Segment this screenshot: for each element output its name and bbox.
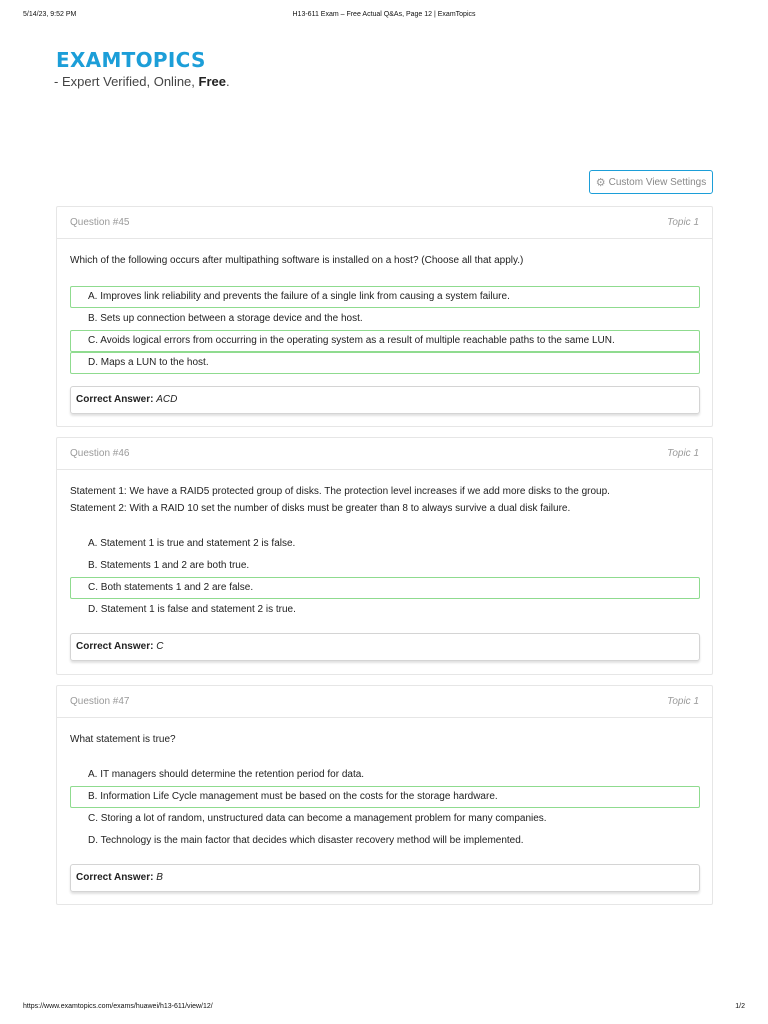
answer-option-c[interactable]: C. Storing a lot of random, unstructured data can become a management problem for many companies. xyxy=(88,813,547,824)
answer-option-d[interactable]: D. Technology is the main factor that decides which disaster recovery method will be implemented. xyxy=(88,835,524,846)
correct-answer-box[interactable] xyxy=(70,633,700,661)
question-text-line: Statement 1: We have a RAID5 protected group of disks. The protection level increases if we add more disks to the group. xyxy=(70,486,610,497)
question-card-47 xyxy=(56,685,713,905)
question-text xyxy=(70,252,699,269)
question-topic: Topic 1 xyxy=(667,217,699,228)
question-card-46 xyxy=(56,437,713,675)
correct-answer-label: Correct Answer: xyxy=(76,394,154,405)
question-text xyxy=(70,731,699,748)
print-date: 5/14/23, 9:52 PM xyxy=(23,11,77,18)
answer-option-d[interactable]: D. Maps a LUN to the host. xyxy=(70,352,700,374)
gear-icon: ⚙ xyxy=(595,176,606,189)
print-page-number: 1/2 xyxy=(735,1003,745,1010)
tagline-suffix: . xyxy=(225,74,230,89)
custom-view-settings-label: Custom View Settings xyxy=(608,176,707,188)
print-header xyxy=(23,11,745,21)
correct-answer-label: Correct Answer: xyxy=(76,872,154,883)
answer-option-b[interactable]: B. Statements 1 and 2 are both true. xyxy=(88,560,250,571)
print-footer xyxy=(23,1003,745,1013)
tagline-free: Free xyxy=(198,74,226,89)
question-header xyxy=(57,686,712,718)
logo-text: EXAMTOPICS xyxy=(56,48,206,72)
answer-option-c[interactable]: C. Both statements 1 and 2 are false. xyxy=(70,577,700,599)
question-card-45 xyxy=(56,206,713,427)
question-text-line: What statement is true? xyxy=(70,734,176,745)
answer-option-d[interactable]: D. Statement 1 is false and statement 2 is true. xyxy=(88,604,296,615)
correct-answer-value: C xyxy=(156,641,164,652)
question-number: Question #47 xyxy=(70,696,130,707)
tagline-prefix: - Expert Verified, Online, xyxy=(54,74,199,89)
answer-option-a[interactable]: A. Statement 1 is true and statement 2 is false. xyxy=(88,538,296,549)
answer-option-a[interactable]: A. IT managers should determine the retention period for data. xyxy=(88,769,365,780)
tagline xyxy=(54,74,230,89)
question-number: Question #45 xyxy=(70,217,130,228)
print-url: https://www.examtopics.com/exams/huawei/h13-611/view/12/ xyxy=(23,1003,213,1010)
question-number: Question #46 xyxy=(70,448,130,459)
question-text-line: Statement 2: With a RAID 10 set the number of disks must be greater than 8 to always survive a dual disk failure. xyxy=(70,503,571,514)
print-page-title: H13-611 Exam – Free Actual Q&As, Page 12 | ExamTopics xyxy=(292,11,476,18)
answer-option-b[interactable]: B. Sets up connection between a storage device and the host. xyxy=(88,313,363,324)
correct-answer-value: ACD xyxy=(156,394,178,405)
question-topic: Topic 1 xyxy=(667,696,699,707)
correct-answer-value: B xyxy=(156,872,163,883)
answer-option-a[interactable]: A. Improves link reliability and prevents the failure of a single link from causing a system failure. xyxy=(70,286,700,308)
custom-view-settings-button[interactable] xyxy=(589,170,713,194)
correct-answer-box[interactable] xyxy=(70,386,700,414)
correct-answer-label: Correct Answer: xyxy=(76,641,154,652)
question-header xyxy=(57,207,712,239)
answer-option-c[interactable]: C. Avoids logical errors from occurring in the operating system as a result of multiple reachable paths to the same LUN. xyxy=(70,330,700,352)
question-text-line: Which of the following occurs after multipathing software is installed on a host? (Choose all that apply.) xyxy=(70,255,524,266)
correct-answer-box[interactable] xyxy=(70,864,700,892)
question-header xyxy=(57,438,712,470)
answer-option-b[interactable]: B. Information Life Cycle management must be based on the costs for the storage hardware. xyxy=(70,786,700,808)
question-text xyxy=(70,483,699,517)
question-topic: Topic 1 xyxy=(667,448,699,459)
examtopics-logo[interactable] xyxy=(56,48,206,70)
